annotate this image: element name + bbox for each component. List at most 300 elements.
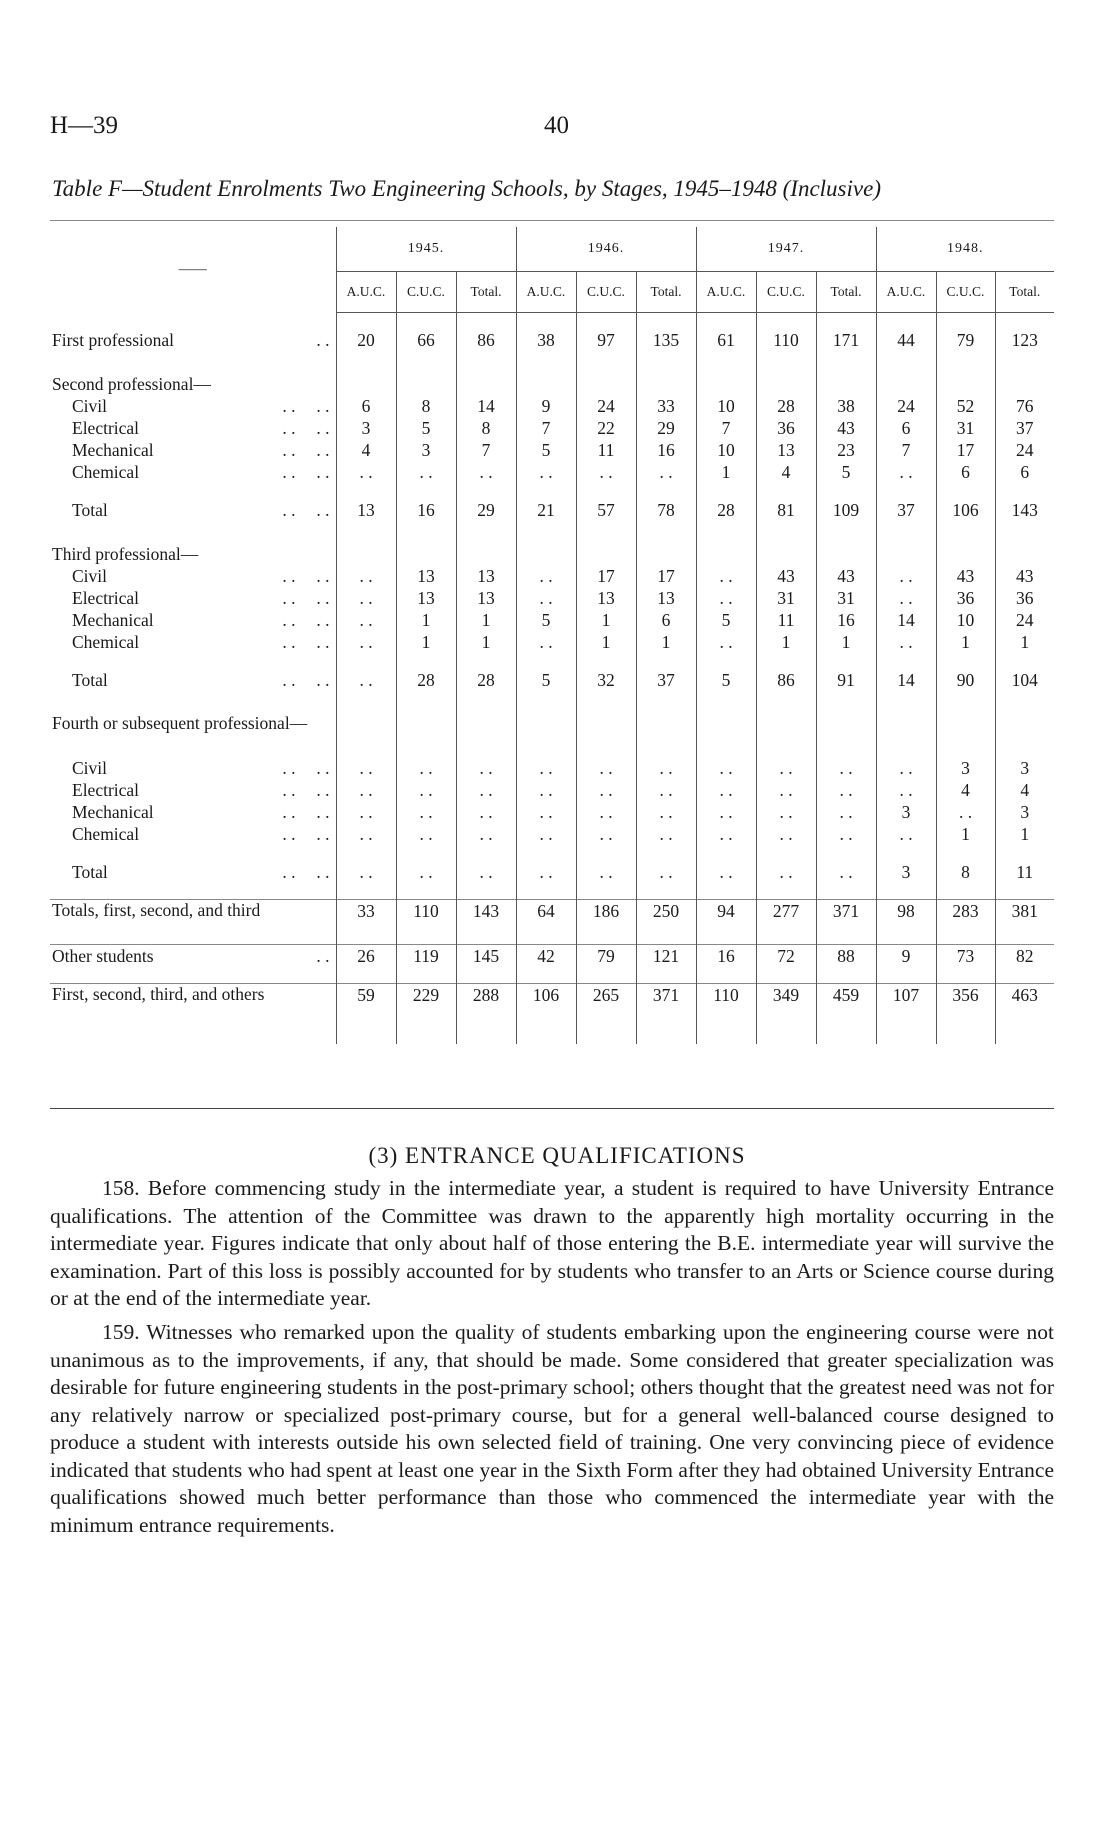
table-row [50,439,1054,461]
row-label: Total [72,670,108,690]
row-label: Civil [72,758,108,778]
data-cell: 3 [995,757,1054,779]
data-cell: 4 [995,779,1054,801]
data-cell: . . [456,861,516,883]
data-cell: . . [636,461,696,483]
data-cell: . . [516,757,576,779]
row-label: Other students [52,946,154,966]
data-cell: 79 [576,945,636,968]
year-1946: 1946. [516,227,696,272]
group-heading-row [50,373,1054,395]
data-cell: 14 [876,609,936,631]
data-cell: . . [396,801,456,823]
leader-dots: . . [282,566,296,586]
data-cell: 17 [576,565,636,587]
data-cell: 229 [396,984,456,1029]
data-cell: 10 [936,609,995,631]
data-cell: . . [636,823,696,845]
data-cell: . . [456,779,516,801]
data-cell: 36 [936,587,995,609]
data-cell: . . [336,565,396,587]
data-cell: . . [336,669,396,691]
table-row [50,609,1054,631]
data-cell: 110 [756,329,816,351]
data-cell: 371 [816,900,876,945]
row-label: Chemical [72,824,140,844]
data-cell: 283 [936,900,995,945]
data-cell: 86 [756,669,816,691]
data-cell: 5 [516,669,576,691]
col-head: A.U.C. [876,272,936,313]
col-head: A.U.C. [696,272,756,313]
data-cell: 37 [636,669,696,691]
spacer-row [50,845,1054,861]
data-cell: 143 [456,900,516,945]
data-cell: 6 [336,395,396,417]
data-cell: 79 [936,329,995,351]
data-cell: 356 [936,984,995,1029]
data-cell: 37 [876,499,936,521]
data-cell: . . [516,565,576,587]
data-cell: 44 [876,329,936,351]
data-cell: 6 [876,417,936,439]
data-cell: . . [936,801,995,823]
data-cell: 10 [696,395,756,417]
data-cell: 6 [995,461,1054,483]
data-cell: 3 [936,757,995,779]
table-row [50,499,1054,521]
col-head: Total. [456,272,516,313]
data-cell: 13 [456,565,516,587]
data-cell: 33 [636,395,696,417]
data-cell: . . [516,631,576,653]
page-number: 40 [544,112,569,139]
leader-dots: . . [282,758,296,778]
data-cell: 109 [816,499,876,521]
data-cell: . . [816,779,876,801]
row-label: Electrical [72,780,140,800]
data-cell: . . [456,823,516,845]
data-cell: 1 [636,631,696,653]
data-cell: . . [576,861,636,883]
data-cell: 123 [995,329,1054,351]
col-head: Total. [816,272,876,313]
data-cell: 11 [756,609,816,631]
data-cell: 9 [876,945,936,968]
data-cell: 57 [576,499,636,521]
data-cell: 31 [936,417,995,439]
data-cell: . . [396,823,456,845]
data-cell: 94 [696,900,756,945]
data-cell: 110 [396,900,456,945]
data-cell: 28 [456,669,516,691]
data-cell: 7 [516,417,576,439]
data-cell: 13 [396,587,456,609]
paragraph-159 [50,1319,1054,1539]
row-label-cell [50,900,336,945]
table-row [50,801,1054,823]
data-cell: . . [396,861,456,883]
data-cell: . . [696,823,756,845]
data-cell: 3 [876,801,936,823]
leader-dots: . . [282,440,296,460]
data-cell: 16 [816,609,876,631]
spacer-row [50,653,1054,669]
table-row [50,461,1054,483]
data-cell: 26 [336,945,396,968]
data-cell: . . [696,861,756,883]
leader-dots: . . [282,632,296,652]
data-cell: 250 [636,900,696,945]
row-label-cell [50,439,336,461]
row-label-cell [50,669,336,691]
data-cell: 3 [336,417,396,439]
data-cell: 88 [816,945,876,968]
leader-dots: . . [282,862,296,882]
leader-dots: . . [282,824,296,844]
row-label: Chemical [72,462,140,482]
data-cell: 43 [756,565,816,587]
data-cell: 8 [396,395,456,417]
data-cell: 7 [696,417,756,439]
leader-dots: . . [316,462,330,482]
data-cell: . . [456,461,516,483]
row-label: Chemical [72,632,140,652]
data-cell: 1 [816,631,876,653]
data-cell: 13 [396,565,456,587]
data-cell: 1 [576,609,636,631]
leader-dots: . . [316,440,330,460]
leader-dots: . . [316,946,330,966]
data-cell: 5 [516,439,576,461]
leader-dots: . . [282,418,296,438]
data-cell: 98 [876,900,936,945]
data-cell: 22 [576,417,636,439]
data-cell: 43 [995,565,1054,587]
spacer-row [50,691,1054,713]
table-row [50,984,1054,1029]
data-cell: 13 [636,587,696,609]
table-bottom-rule [50,1108,1054,1109]
section-title: (3) ENTRANCE QUALIFICATIONS [368,1143,746,1168]
data-cell: 13 [456,587,516,609]
leader-dots: . . [316,824,330,844]
data-cell: . . [756,823,816,845]
table-row [50,823,1054,845]
leader-dots: . . [316,758,330,778]
row-label: Civil [72,396,108,416]
data-cell: 81 [756,499,816,521]
data-cell: 16 [696,945,756,968]
data-cell: 7 [876,439,936,461]
leader-dots: . . [316,566,330,586]
row-label-cell [50,861,336,883]
data-cell: . . [816,861,876,883]
table-body [50,313,1054,1045]
data-cell: 10 [696,439,756,461]
data-cell: 121 [636,945,696,968]
data-cell: . . [576,757,636,779]
data-cell: 9 [516,395,576,417]
row-label-cell [50,417,336,439]
data-cell: . . [696,631,756,653]
data-cell: 3 [396,439,456,461]
data-cell: 42 [516,945,576,968]
data-cell: 5 [396,417,456,439]
data-cell: . . [516,801,576,823]
data-cell: 8 [936,861,995,883]
page-header-left: H—39 [50,112,119,139]
data-cell: 11 [995,861,1054,883]
data-cell: . . [876,757,936,779]
data-cell: 14 [876,669,936,691]
spacer-row [50,483,1054,499]
data-cell: . . [636,801,696,823]
data-cell: 72 [756,945,816,968]
row-label-cell [50,395,336,417]
row-label-cell [50,461,336,483]
row-label-cell [50,984,336,1029]
year-header-row [50,227,1054,272]
data-cell: 349 [756,984,816,1029]
table-row [50,945,1054,968]
data-cell: 11 [576,439,636,461]
data-cell: 1 [696,461,756,483]
data-cell: 21 [516,499,576,521]
data-cell: 459 [816,984,876,1029]
data-cell: 463 [995,984,1054,1029]
data-cell: 31 [816,587,876,609]
leader-dots: . . [316,610,330,630]
data-cell: 7 [456,439,516,461]
row-label-cell [50,757,336,779]
leader-dots: . . [282,500,296,520]
leader-dots: . . [282,610,296,630]
data-cell: . . [336,823,396,845]
data-cell: 3 [995,801,1054,823]
row-label: First, second, third, and others [52,984,265,1004]
data-cell: 82 [995,945,1054,968]
data-cell: 38 [816,395,876,417]
data-cell: . . [876,587,936,609]
group-heading: Fourth or subsequent professional— [52,713,308,733]
data-cell: 24 [995,439,1054,461]
leader-dots: . . [316,632,330,652]
data-cell: 13 [756,439,816,461]
row-label: Totals, first, second, and third [52,900,261,920]
data-cell: 16 [636,439,696,461]
data-cell: 52 [936,395,995,417]
data-cell: 28 [396,669,456,691]
data-cell: 17 [936,439,995,461]
data-cell: . . [696,757,756,779]
data-cell: 5 [696,669,756,691]
data-cell: . . [876,565,936,587]
data-cell: 32 [576,669,636,691]
data-cell: 78 [636,499,696,521]
data-cell: . . [516,823,576,845]
data-cell: 86 [456,329,516,351]
data-cell: 4 [936,779,995,801]
data-cell: . . [876,823,936,845]
row-label-cell [50,631,336,653]
data-cell: 186 [576,900,636,945]
col-head: C.U.C. [396,272,456,313]
data-cell: . . [516,461,576,483]
col-head: Total. [995,272,1054,313]
data-cell: 13 [336,499,396,521]
group-heading-row [50,543,1054,565]
row-label: Mechanical [72,440,154,460]
table-row [50,631,1054,653]
spacer-row [50,351,1054,373]
data-cell: 28 [696,499,756,521]
data-cell: 381 [995,900,1054,945]
table-row [50,587,1054,609]
table-row [50,779,1054,801]
data-cell: 59 [336,984,396,1029]
leader-dots: . . [316,330,330,350]
data-cell: 371 [636,984,696,1029]
leader-dots: . . [282,396,296,416]
year-1945: 1945. [336,227,516,272]
col-head: C.U.C. [576,272,636,313]
data-cell: . . [696,801,756,823]
table-row [50,669,1054,691]
data-cell: 1 [396,609,456,631]
data-cell: 43 [816,565,876,587]
data-cell: . . [336,801,396,823]
row-label: Mechanical [72,610,154,630]
data-cell: 64 [516,900,576,945]
data-cell: . . [336,631,396,653]
row-label: Mechanical [72,802,154,822]
enrolment-table [50,227,1054,1044]
leader-dots: . . [316,396,330,416]
data-cell: . . [756,861,816,883]
leader-dots: . . [316,670,330,690]
data-cell: 106 [516,984,576,1029]
leader-dots: . . [316,780,330,800]
table-top-rule [50,220,1054,221]
data-cell: 110 [696,984,756,1029]
data-cell: 145 [456,945,516,968]
row-label-cell [50,945,336,968]
data-cell: . . [576,779,636,801]
row-label: Total [72,862,108,882]
data-cell: . . [756,757,816,779]
leader-dots: . . [282,780,296,800]
data-cell: 5 [696,609,756,631]
data-cell: 1 [995,823,1054,845]
data-cell: 36 [756,417,816,439]
row-label-cell [50,499,336,521]
data-cell: . . [336,779,396,801]
row-label: Total [72,500,108,520]
leader-dots: . . [316,588,330,608]
data-cell: . . [696,779,756,801]
table-row [50,395,1054,417]
col-head: A.U.C. [516,272,576,313]
data-cell: 28 [756,395,816,417]
data-cell: 171 [816,329,876,351]
data-cell: . . [576,823,636,845]
data-cell: 1 [936,631,995,653]
data-cell: 135 [636,329,696,351]
table-row [50,565,1054,587]
data-cell: . . [576,801,636,823]
data-cell: 143 [995,499,1054,521]
data-cell: . . [816,823,876,845]
data-cell: 277 [756,900,816,945]
table-row [50,417,1054,439]
row-label-cell [50,609,336,631]
data-cell: 5 [816,461,876,483]
paragraph-text: 159. Witnesses who remarked upon the quality of students embarking upon the engineering course were not unanimous as to the improvements, if any, that should be made. Some considered that greater specialization was desirable for future engineering students in the post-primary school; others thought that the greatest need was not for any relatively narrow or specialized post-primary course, but for a general well-balanced course designed to produce a student with interests outside his own selected field of training. One very convincing piece of evidence indicated that students who had spent at least one year in the Sixth Form after they had obtained University Entrance qualifications showed much better performance than those who commenced the intermediate year with the minimum entrance requirements. [50,1320,1054,1537]
col-head: Total. [636,272,696,313]
data-cell: 4 [336,439,396,461]
col-head: C.U.C. [756,272,816,313]
data-cell: 66 [396,329,456,351]
leader-dots: . . [282,802,296,822]
data-cell: 288 [456,984,516,1029]
data-cell: 23 [816,439,876,461]
data-cell: 73 [936,945,995,968]
group-heading: Second professional— [52,374,211,394]
data-cell: 24 [576,395,636,417]
data-cell: 38 [516,329,576,351]
row-label-cell [50,779,336,801]
data-cell: 43 [936,565,995,587]
year-1948: 1948. [876,227,1054,272]
data-cell: 3 [876,861,936,883]
data-cell: 5 [516,609,576,631]
data-cell: 1 [396,631,456,653]
data-cell: . . [336,609,396,631]
data-cell: . . [756,779,816,801]
col-head: A.U.C. [336,272,396,313]
row-label-cell [50,801,336,823]
leader-dots: . . [316,862,330,882]
data-cell: 33 [336,900,396,945]
group-heading: Third professional— [52,544,199,564]
table-row [50,329,1054,351]
data-cell: . . [336,861,396,883]
leader-dots: . . [282,588,296,608]
data-cell: . . [336,757,396,779]
row-label: Electrical [72,418,140,438]
data-cell: 29 [636,417,696,439]
row-label: Civil [72,566,108,586]
table-row [50,861,1054,883]
row-label-cell [50,823,336,845]
data-cell: 24 [876,395,936,417]
data-cell: 104 [995,669,1054,691]
table-corner: —— [178,261,207,277]
row-label-cell [50,587,336,609]
data-cell: 1 [936,823,995,845]
data-cell: 91 [816,669,876,691]
data-cell: 43 [816,417,876,439]
data-cell: 1 [995,631,1054,653]
paragraph-text: 158. Before commencing study in the intermediate year, a student is required to have University Entrance qualifications. The attention of the Committee was drawn to the apparently high mortality occurring in the intermediate year. Figures indicate that only about half of those entering the B.E. intermediate year will survive the examination. Part of this loss is possibly accounted for by students who transfer to an Arts or Science course during or at the end of the intermediate year. [50,1176,1054,1310]
data-cell: 37 [995,417,1054,439]
data-cell: 1 [456,631,516,653]
data-cell: 6 [636,609,696,631]
leader-dots: . . [316,802,330,822]
data-cell: 106 [936,499,995,521]
data-cell: . . [636,779,696,801]
